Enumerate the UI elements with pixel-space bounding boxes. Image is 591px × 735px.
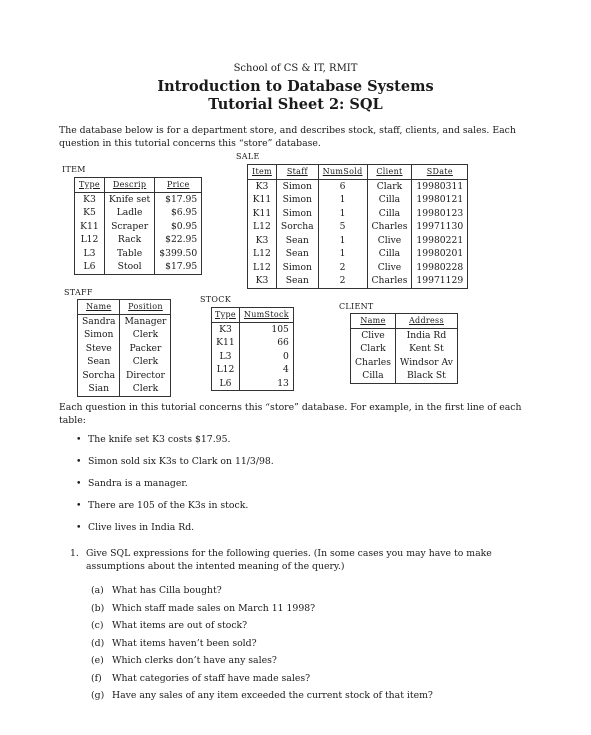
stock-table [211, 307, 294, 391]
table-row [212, 377, 294, 391]
list-item [91, 637, 433, 655]
bullet-icon: • [76, 456, 82, 467]
bullet-text: Clive lives in India Rd. [88, 522, 195, 533]
table-cell: 66 [277, 337, 289, 348]
table-cell: Table [104, 247, 154, 261]
question-text: Give SQL expressions for the following queries. (In some cases you may have to make assumptions about the intented meaning of the query.) [86, 548, 492, 572]
stock-header-numstock: NumStock [239, 308, 293, 323]
item-table-caption: ITEM [62, 165, 86, 174]
part-label: (e) [91, 655, 104, 666]
table-cell: Manager [124, 315, 167, 327]
list-item [91, 619, 433, 637]
bullet-text: There are 105 of the K3s in stock. [88, 500, 249, 511]
table-row [248, 234, 468, 248]
table-cell: India Rd [406, 329, 447, 341]
table-cell: $6.95 [170, 207, 198, 218]
client-header-name: Name [351, 314, 396, 329]
table-row [78, 369, 171, 383]
table-cell: K11 [248, 193, 277, 207]
table-cell: Cilla [367, 193, 412, 207]
client-table-caption: CLIENT [339, 302, 374, 311]
document-subtitle: Tutorial Sheet 2: SQL [208, 96, 383, 113]
table-cell: 1 [318, 234, 367, 248]
part-text: What items haven’t been sold? [111, 637, 257, 649]
list-item [76, 455, 274, 477]
list-item [76, 477, 274, 499]
table-cell: Rack [104, 233, 154, 247]
table-cell: Charles [367, 274, 412, 288]
table-cell: Clark [351, 342, 396, 356]
question-parts [91, 584, 433, 707]
sale-header-numsold: NumSold [318, 165, 367, 180]
table-cell: L3 [212, 350, 240, 364]
table-cell: L3 [75, 247, 105, 261]
table-cell: Clerk [132, 356, 159, 367]
table-cell: L6 [75, 260, 105, 274]
table-row [75, 206, 202, 220]
list-item [91, 602, 433, 620]
table-cell: 105 [271, 323, 289, 335]
part-label: (f) [91, 672, 102, 684]
sale-header-item: Item [248, 165, 277, 180]
table-row [351, 369, 458, 383]
table-cell: Cilla [367, 207, 412, 221]
staff-header-name: Name [78, 300, 120, 315]
table-cell: L12 [75, 233, 105, 247]
table-cell: L12 [248, 220, 277, 234]
table-cell: Clerk [132, 329, 159, 340]
question-1 [70, 547, 534, 573]
table-cell: 2 [318, 261, 367, 275]
table-cell: $22.95 [165, 234, 198, 245]
table-cell: Sean [276, 234, 318, 248]
part-text: What items are out of stock? [111, 620, 248, 631]
table-cell: Simon [276, 179, 318, 193]
table-row [78, 382, 171, 396]
table-row [75, 247, 202, 261]
table-cell: 19980121 [416, 194, 464, 205]
school-name: School of CS & IT, RMIT [233, 63, 358, 74]
sale-header-staff: Staff [276, 165, 318, 180]
stock-header-type: Type [212, 308, 240, 323]
table-cell: 13 [277, 377, 289, 389]
table-row [351, 328, 458, 342]
bullet-list [76, 433, 274, 543]
table-cell: K11 [248, 207, 277, 221]
table-cell: Clark [367, 179, 412, 193]
table-cell: 19980228 [416, 261, 464, 273]
sale-header-client: Client [367, 165, 412, 180]
table-cell: $399.50 [159, 247, 198, 259]
table-cell: Sian [78, 382, 120, 396]
list-item [76, 499, 274, 521]
example-paragraph: Each question in this tutorial concerns this “store” database. For example, in the first line of each table: [59, 402, 522, 426]
table-row [248, 247, 468, 261]
table-cell: Ladle [104, 206, 154, 220]
table-cell: 6 [318, 179, 367, 193]
part-label: (a) [91, 585, 104, 596]
item-header-price: Price [155, 178, 202, 193]
table-cell: 1 [318, 193, 367, 207]
table-cell: Cilla [351, 369, 396, 383]
table-cell: K3 [248, 179, 277, 193]
table-cell: L12 [248, 247, 277, 261]
part-text: Which clerks don’t have any sales? [111, 655, 277, 666]
table-row [248, 193, 468, 207]
table-cell: Packer [129, 342, 162, 354]
table-cell: K3 [212, 322, 240, 336]
client-table [350, 313, 458, 384]
table-row [78, 355, 171, 369]
table-cell: Simon [276, 261, 318, 275]
table-cell: 19980221 [416, 234, 464, 246]
sale-table-caption: SALE [236, 152, 260, 161]
stock-table-caption: STOCK [200, 295, 231, 304]
table-cell: Kent St [409, 343, 444, 354]
sale-header-sdate: SDate [412, 165, 468, 180]
item-header-descrip: Descrip [104, 178, 154, 193]
table-row [75, 192, 202, 206]
table-cell: Charles [351, 356, 396, 370]
table-cell: Sorcha [78, 369, 120, 383]
table-row [75, 260, 202, 274]
table-cell: L12 [248, 261, 277, 275]
list-item [76, 433, 274, 455]
table-cell: 2 [318, 274, 367, 288]
table-cell: 19971130 [416, 221, 464, 232]
table-cell: Scraper [104, 220, 154, 234]
part-label: (d) [91, 637, 105, 649]
table-cell: $17.95 [165, 193, 198, 205]
table-cell: 0 [283, 350, 289, 362]
bullet-icon: • [76, 434, 82, 445]
table-cell: Charles [367, 220, 412, 234]
table-cell: Sandra [78, 314, 120, 328]
part-label: (c) [91, 620, 104, 631]
table-cell: K11 [212, 336, 240, 350]
table-cell: L6 [212, 377, 240, 391]
part-label: (g) [91, 690, 105, 701]
table-row [78, 314, 171, 328]
table-cell: L12 [212, 363, 240, 377]
table-row [75, 220, 202, 234]
table-cell: Clive [367, 234, 412, 248]
table-cell: Simon [276, 193, 318, 207]
part-text: Have any sales of any item exceeded the current stock of that item? [111, 690, 433, 701]
table-cell: K3 [75, 192, 105, 206]
intro-paragraph: The database below is for a department store, and describes stock, staff, clients, and sales. Each question in this tutorial concerns this “store” database. [59, 125, 516, 149]
table-cell: 19980311 [416, 180, 464, 192]
table-cell: 19980201 [416, 248, 464, 259]
item-header-type: Type [75, 178, 105, 193]
table-cell: 5 [318, 220, 367, 234]
table-cell: Steve [78, 342, 120, 356]
table-cell: $17.95 [165, 261, 198, 272]
bullet-icon: • [76, 478, 82, 489]
table-cell: Sean [78, 355, 120, 369]
table-row [78, 342, 171, 356]
document-title: Introduction to Database Systems [157, 78, 434, 95]
part-label: (b) [91, 602, 105, 614]
item-table [74, 177, 202, 275]
table-cell: K5 [75, 206, 105, 220]
table-cell: Clive [367, 261, 412, 275]
client-header-address: Address [395, 314, 457, 329]
table-cell: 19971129 [416, 275, 464, 286]
table-row [248, 274, 468, 288]
table-cell: Sean [276, 247, 318, 261]
table-row [248, 261, 468, 275]
staff-table-caption: STAFF [64, 288, 93, 297]
part-text: What categories of staff have made sales? [111, 672, 311, 684]
table-cell: $0.95 [170, 220, 198, 232]
table-row [351, 356, 458, 370]
table-row [212, 350, 294, 364]
table-cell: K3 [248, 234, 277, 248]
bullet-text: Simon sold six K3s to Clark on 11/3/98. [88, 456, 274, 467]
table-row [212, 363, 294, 377]
table-row [212, 336, 294, 350]
table-cell: Sean [276, 274, 318, 288]
table-cell: Simon [276, 207, 318, 221]
table-cell: Cilla [367, 247, 412, 261]
table-row [248, 179, 468, 193]
table-row [212, 322, 294, 336]
bullet-icon: • [76, 522, 82, 533]
list-item [91, 689, 433, 707]
table-cell: K3 [248, 274, 277, 288]
list-item [91, 672, 433, 690]
table-cell: Windsor Av [399, 356, 453, 368]
table-row [351, 342, 458, 356]
table-cell: Director [126, 369, 165, 381]
table-cell: 4 [283, 364, 289, 375]
staff-table [77, 299, 171, 397]
staff-header-position: Position [120, 300, 171, 315]
table-cell: 1 [318, 207, 367, 221]
table-cell: Stool [104, 260, 154, 274]
sale-table [247, 164, 468, 289]
list-item [91, 584, 433, 602]
table-cell: Sorcha [276, 220, 318, 234]
table-cell: Knife set [104, 192, 154, 206]
list-item [76, 521, 274, 543]
question-number: 1. [70, 548, 79, 559]
table-cell: Black St [407, 370, 446, 381]
part-text: Which staff made sales on March 11 1998? [111, 602, 316, 614]
table-row [248, 207, 468, 221]
part-text: What has Cilla bought? [111, 585, 222, 596]
table-row [75, 233, 202, 247]
bullet-text: Sandra is a manager. [88, 478, 188, 489]
table-cell: Clerk [132, 383, 159, 394]
table-cell: Clive [351, 328, 396, 342]
list-item [91, 654, 433, 672]
bullet-text: The knife set K3 costs $17.95. [88, 434, 231, 445]
table-cell: 1 [318, 247, 367, 261]
bullet-icon: • [76, 500, 82, 511]
table-cell: 19980123 [416, 207, 464, 219]
table-row [248, 220, 468, 234]
table-cell: K11 [75, 220, 105, 234]
table-cell: Simon [78, 328, 120, 342]
table-row [78, 328, 171, 342]
